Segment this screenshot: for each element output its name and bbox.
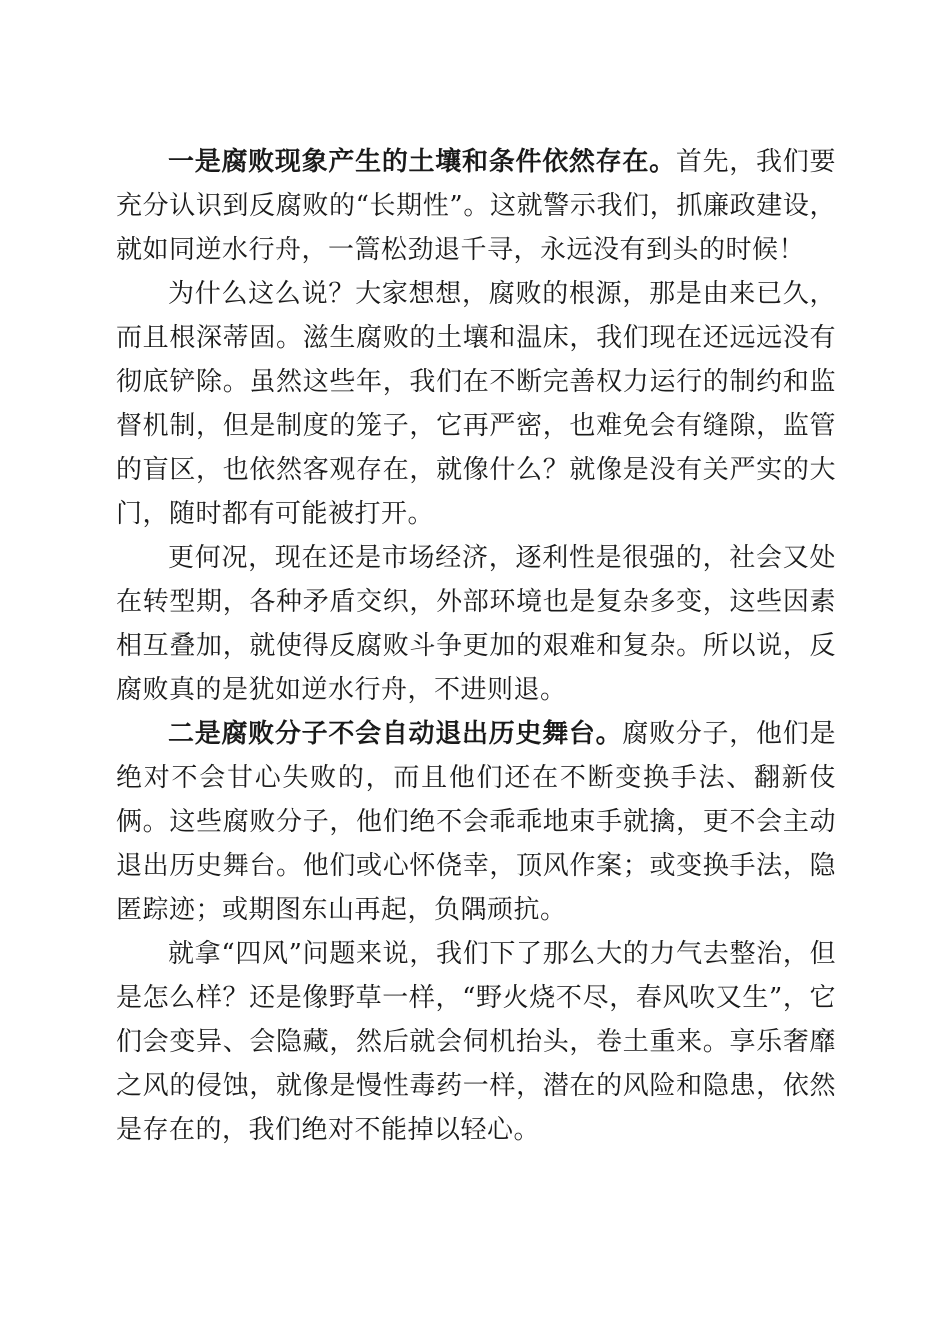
paragraph-4-lead: 二是腐败分子不会自动退出历史舞台。 [168, 719, 623, 749]
paragraph-1 [116, 140, 836, 272]
paragraph-3 [116, 536, 836, 712]
paragraph-4-text: 腐败分子，他们是绝对不会甘心失败的，而且他们还在不断变换手法、翻新伎俩。这些腐败分子，他们绝不会乖乖地束手就擒，更不会主动退出历史舞台。他们或心怀侥幸，顶风作案；或变换手法，隐匿踪迹；或期图东山再起，负隅顽抗。 [116, 719, 836, 925]
paragraph-5 [116, 932, 836, 1152]
paragraph-4 [116, 712, 836, 932]
paragraph-2 [116, 272, 836, 536]
paragraph-3-text: 更何况，现在还是市场经济，逐利性是很强的，社会又处在转型期，各种矛盾交织，外部环境也是复杂多变，这些因素相互叠加，就使得反腐败斗争更加的艰难和复杂。所以说，反腐败真的是犹如逆水行舟，不进则退。 [116, 543, 836, 705]
document-body [116, 140, 836, 1152]
paragraph-1-lead: 一是腐败现象产生的土壤和条件依然存在。 [168, 147, 676, 177]
paragraph-5-text: 就拿“四风”问题来说，我们下了那么大的力气去整治，但是怎么样？还是像野草一样，“野火烧不尽，春风吹又生”，它们会变异、会隐藏，然后就会伺机抬头，卷土重来。享乐奢靡之风的侵蚀，就像是慢性毒药一样，潜在的风险和隐患，依然是存在的，我们绝对不能掉以轻心。 [116, 939, 836, 1145]
paragraph-2-text: 为什么这么说？大家想想，腐败的根源，那是由来已久，而且根深蒂固。滋生腐败的土壤和温床，我们现在还远远没有彻底铲除。虽然这些年，我们在不断完善权力运行的制约和监督机制，但是制度的笼子，它再严密，也难免会有缝隙，监管的盲区，也依然客观存在，就像什么？就像是没有关严实的大门，随时都有可能被打开。 [116, 279, 836, 529]
paragraph-1-text: 首先，我们要充分认识到反腐败的“长期性”。这就警示我们，抓廉政建设，就如同逆水行舟，一篙松劲退千寻，永远没有到头的时候！ [116, 147, 836, 265]
